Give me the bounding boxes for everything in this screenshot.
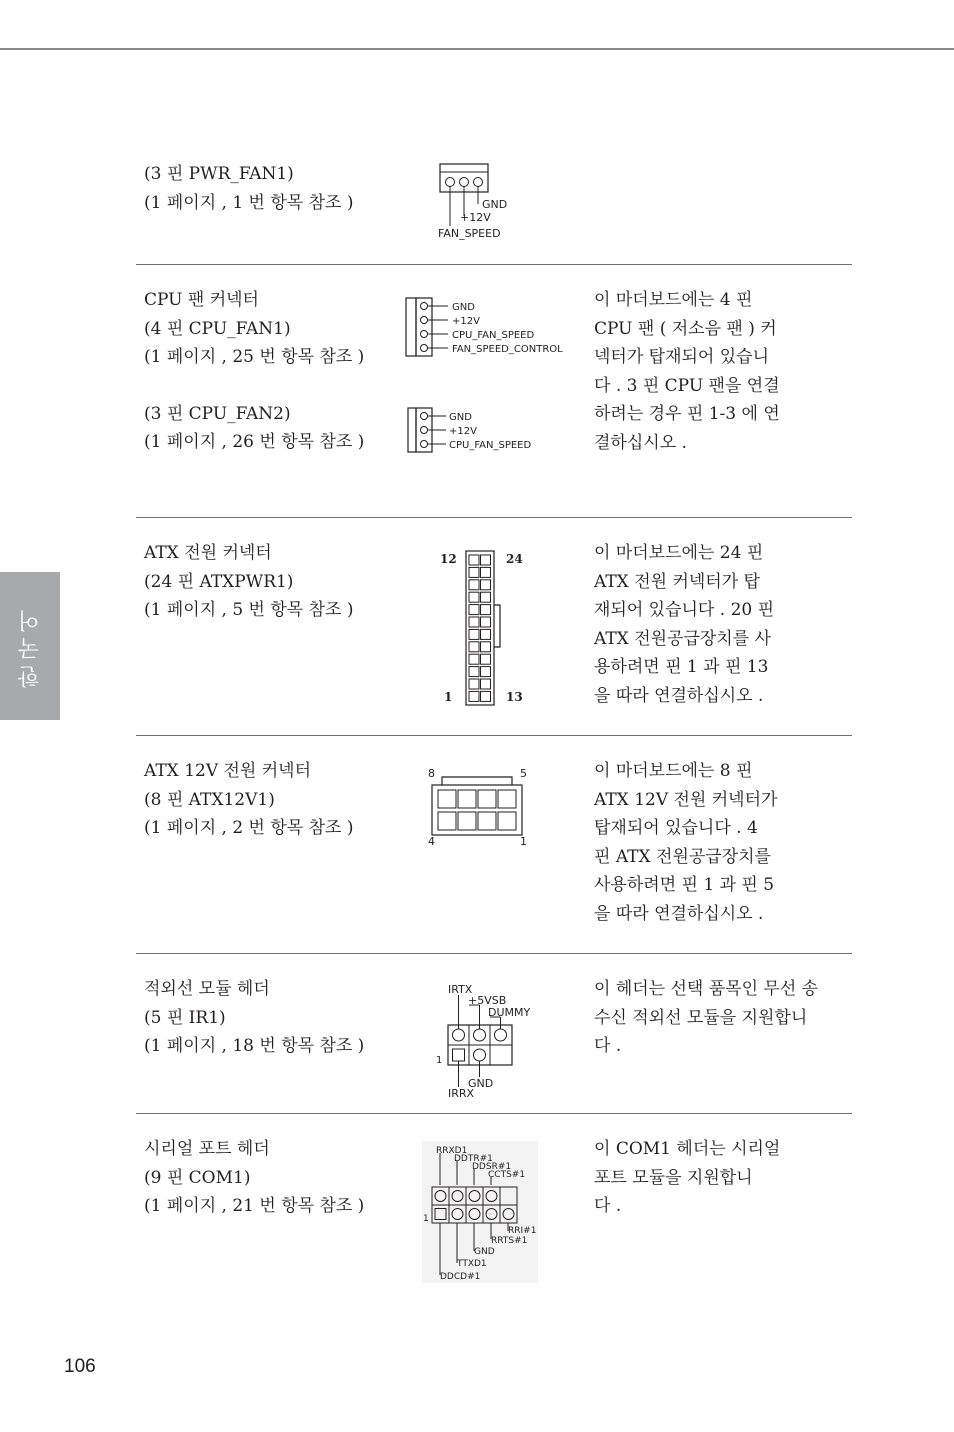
cpu-fan1-pins: (4 핀 CPU_FAN1) [144, 318, 291, 339]
section-pwr-fan [136, 160, 852, 260]
ir-header-description [144, 975, 404, 1061]
cpu-fan2-pins: (3 핀 CPU_FAN2) [144, 403, 291, 424]
ir-label-dummy: DUMMY [488, 1006, 531, 1019]
atx12v-pins: (8 핀 ATX12V1) [144, 789, 275, 810]
atx-power-note [594, 539, 852, 711]
section-atx12v [136, 757, 852, 937]
language-side-tab [0, 572, 60, 720]
ir-label-irtx: IRTX [448, 983, 473, 996]
pwr-fan-reference: (1 페이지 , 1 번 항목 참조 ) [144, 192, 354, 213]
com-header-diagram [422, 1141, 538, 1283]
cpu-fan-note-line: 이 마더보드에는 4 핀 [594, 290, 753, 310]
section-com-header [136, 1135, 852, 1285]
section-cpu-fan [136, 286, 852, 506]
page-number: 106 [64, 1356, 96, 1377]
cpu-fan2-reference: (1 페이지 , 26 번 항목 참조 ) [144, 432, 365, 453]
atx-label-12: 12 [440, 552, 457, 566]
cpu-fan-title: CPU 팬 커넥터 [144, 290, 259, 310]
atx-pin [469, 629, 479, 639]
com-label-rrxd1: RRXD1 [436, 1146, 468, 1156]
com-header-title: 시리얼 포트 헤더 [144, 1139, 270, 1159]
atx-power-title: ATX 전원 커넥터 [144, 543, 272, 563]
atx12v-pin [498, 812, 516, 830]
atx12v-label-1: 1 [520, 835, 527, 848]
top-rule [0, 48, 954, 50]
atx-power-note-line: 재되어 있습니다 . 20 핀 [594, 600, 775, 621]
section-ir-header [136, 975, 852, 1105]
atx-power-note-line: ATX 전원 커넥터가 탑 [594, 571, 760, 592]
ir-header-note [594, 975, 852, 1061]
com-label-rrts1: RRTS#1 [491, 1236, 528, 1246]
ir-label-pin1: 1 [436, 1055, 443, 1066]
cpu-fan-note-line: 다 . 3 핀 CPU 팬을 연결 [594, 375, 780, 396]
atx12v-label-4: 4 [428, 835, 435, 848]
atx12v-label-8: 8 [428, 767, 435, 780]
cpu-fan1-pin-speed: CPU_FAN_SPEED [452, 330, 535, 341]
atx-power-note-line: ATX 전원공급장치를 사 [594, 628, 771, 649]
ir-label-5vsb: +5VSB [468, 994, 507, 1007]
cpu-fan-note-line: 넥터가 탑재되어 있습니 [594, 347, 770, 368]
com-label-ddtr1: DDTR#1 [454, 1154, 493, 1164]
atx-pin [481, 642, 491, 652]
atx-pin [481, 679, 491, 689]
com-header-note-line: 포트 모듈을 지원합니 [594, 1167, 753, 1188]
atx-24pin-connector-diagram [434, 547, 534, 709]
section-divider [136, 953, 852, 954]
atx-pin [469, 691, 479, 701]
cpu-fan2-pin-gnd: GND [449, 412, 472, 423]
atx12v-note-line: 핀 ATX 전원공급장치를 [594, 846, 771, 867]
atx12v-note-line: 이 마더보드에는 8 핀 [594, 761, 753, 781]
ir-header-note-line: 이 헤더는 선택 품목인 무선 송 [594, 979, 819, 999]
atx12v-note-line: 사용하려면 핀 1 과 핀 5 [594, 875, 775, 896]
atx-label-24: 24 [506, 552, 523, 566]
com-label-rri1: RRI#1 [508, 1226, 537, 1236]
com-header-description [144, 1135, 404, 1221]
cpu-fan2-pin-speed: CPU_FAN_SPEED [449, 440, 532, 451]
ir-header-title: 적외선 모듈 헤더 [144, 979, 270, 999]
atx-pin [469, 555, 479, 565]
ir-header-diagram [432, 983, 542, 1097]
ir-header-note-line: 다 . [594, 1036, 622, 1057]
atx-power-note-line: 을 따라 연결하십시오 . [594, 685, 764, 706]
ir-label-gnd: GND [468, 1077, 494, 1090]
atx-label-13: 13 [506, 690, 523, 704]
atx-pin [481, 667, 491, 677]
section-divider [136, 735, 852, 736]
atx-pin [469, 667, 479, 677]
cpu-fan1-pin-12v: +12V [452, 316, 480, 327]
atx-pin [469, 679, 479, 689]
cpu-fan-description [144, 286, 404, 457]
pwr-fan-connector-diagram [432, 162, 522, 240]
atx-power-note-line: 용하려면 핀 1 과 핀 13 [594, 657, 769, 678]
atx-pin [469, 617, 479, 627]
atx-pin [481, 567, 491, 577]
pwr-fan-pin-speed: FAN_SPEED [438, 227, 501, 240]
atx-pin [481, 617, 491, 627]
cpu-fan-note [594, 286, 852, 458]
side-tab-label: 한국어 [17, 604, 43, 688]
atx-power-pins: (24 핀 ATXPWR1) [144, 571, 294, 592]
atx12v-pin [438, 790, 456, 808]
atx-pin [481, 654, 491, 664]
cpu-fan-note-line: 결하십시오 . [594, 432, 687, 453]
atx12v-pin [458, 790, 476, 808]
atx12v-title: ATX 12V 전원 커넥터 [144, 761, 312, 781]
atx12v-note-line: 탑재되어 있습니다 . 4 [594, 818, 758, 839]
com-header-pins: (9 핀 COM1) [144, 1167, 251, 1188]
atx-pin [481, 555, 491, 565]
atx12v-reference: (1 페이지 , 2 번 항목 참조 ) [144, 818, 354, 839]
pwr-fan-title: (3 핀 PWR_FAN1) [144, 164, 294, 184]
ir-label-irrx: IRRX [448, 1087, 475, 1097]
atx12v-pin [478, 790, 496, 808]
com-label-ddsr1: DDSR#1 [472, 1162, 512, 1172]
atx-pin [481, 691, 491, 701]
pwr-fan-description [144, 160, 404, 217]
com-label-gnd: GND [474, 1247, 495, 1257]
atx-pin [481, 592, 491, 602]
atx-pin-grid [469, 555, 491, 701]
atx-pin [469, 567, 479, 577]
atx12v-pin [438, 812, 456, 830]
atx12v-note-line: ATX 12V 전원 커넥터가 [594, 789, 778, 810]
com-header-note-line: 이 COM1 헤더는 시리얼 [594, 1139, 781, 1159]
atx-power-description [144, 539, 404, 625]
atx-pin [469, 592, 479, 602]
com-header-note-line: 다 . [594, 1196, 622, 1217]
atx12v-note [594, 757, 852, 929]
atx-pin [481, 629, 491, 639]
com-label-ccts1: CCTS#1 [488, 1170, 526, 1180]
ir-header-note-line: 수신 적외선 모듈을 지원합니 [594, 1007, 808, 1028]
section-divider [136, 1113, 852, 1114]
atx12v-description [144, 757, 404, 843]
section-divider [136, 517, 852, 518]
cpu-fan2-pin-12v: +12V [449, 426, 477, 437]
pwr-fan-pin-12v: +12V [460, 211, 491, 224]
cpu-fan2-connector-diagram [404, 404, 554, 456]
ir-header-reference: (1 페이지 , 18 번 항목 참조 ) [144, 1036, 365, 1057]
atx12v-pin [458, 812, 476, 830]
atx12v-pin [498, 790, 516, 808]
ir-header-pins: (5 핀 IR1) [144, 1007, 226, 1028]
atx-pin [481, 605, 491, 615]
atx-pin [469, 605, 479, 615]
atx-pin [469, 642, 479, 652]
section-atx-power [136, 539, 852, 719]
com-header-reference: (1 페이지 , 21 번 항목 참조 ) [144, 1196, 365, 1217]
com-label-ddcd1: DDCD#1 [440, 1272, 481, 1282]
com-header-note [594, 1135, 852, 1221]
atx-label-1: 1 [444, 690, 453, 704]
atx12v-note-line: 을 따라 연결하십시오 . [594, 903, 764, 924]
com-label-ttxd1: TTXD1 [457, 1259, 487, 1269]
atx-pin [469, 654, 479, 664]
cpu-fan1-pin-control: FAN_SPEED_CONTROL [452, 344, 563, 355]
cpu-fan-note-line: CPU 팬 ( 저소음 팬 ) 커 [594, 318, 777, 339]
atx12v-pin-grid [438, 790, 516, 830]
atx12v-label-5: 5 [520, 767, 527, 780]
atx-pin [469, 580, 479, 590]
cpu-fan1-connector-diagram [404, 296, 574, 360]
cpu-fan-note-line: 하려는 경우 핀 1-3 에 연 [594, 404, 780, 425]
atx-power-note-line: 이 마더보드에는 24 핀 [594, 543, 764, 563]
pwr-fan-pin-gnd: GND [482, 198, 508, 211]
atx-power-reference: (1 페이지 , 5 번 항목 참조 ) [144, 600, 354, 621]
atx-pin [481, 580, 491, 590]
cpu-fan1-pin-gnd: GND [452, 302, 475, 313]
section-divider [136, 264, 852, 265]
atx12v-connector-diagram [422, 763, 532, 849]
cpu-fan1-reference: (1 페이지 , 25 번 항목 참조 ) [144, 347, 365, 368]
com-label-pin1: 1 [423, 1214, 429, 1224]
atx12v-pin [478, 812, 496, 830]
